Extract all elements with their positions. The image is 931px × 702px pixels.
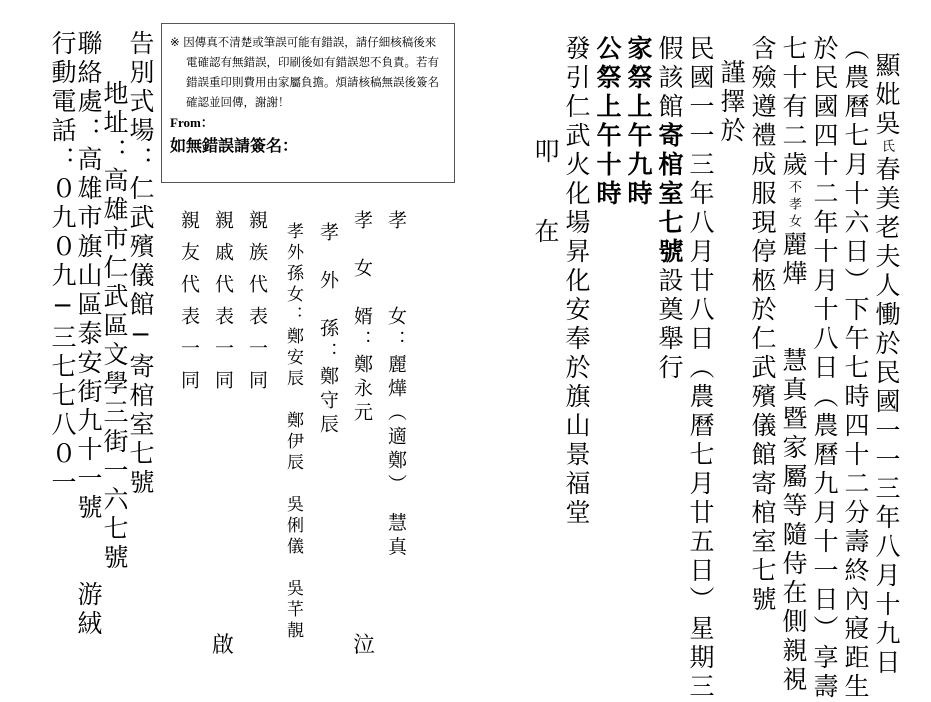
family-ceremony-time: 家祭上午九時 bbox=[624, 35, 653, 209]
obituary-surname-suffix: 氏 bbox=[879, 139, 894, 156]
family-relatives-rep: 親族代表一同 bbox=[246, 210, 268, 402]
qi2-char: 泣 bbox=[353, 633, 376, 658]
mobile-phone: 行動電話：０九０九─三七七八０一 bbox=[48, 30, 77, 498]
koukou-char: 叩 bbox=[531, 138, 560, 167]
family-granddaughter: 孝外孫女：鄭安辰 鄭伊辰 吳俐儀 吳芊靚 bbox=[283, 222, 303, 642]
family-kin-rep: 親戚代表一同 bbox=[212, 210, 234, 402]
zai-char: 在 bbox=[531, 218, 560, 247]
obituary-line-2: （農曆七月十六日）下午七時四十二分壽終內寢距生 bbox=[841, 35, 870, 702]
family-son-in-law: 孝 女 婿：鄭永元 bbox=[351, 210, 373, 426]
obituary-line-5: 含殮遵禮成服現停柩於仁武殯儀館寄棺室七號 bbox=[748, 35, 777, 615]
family-grandson: 孝 外 孫：鄭守辰 bbox=[317, 222, 339, 438]
proof-notice-box bbox=[161, 23, 455, 183]
obituary-line-3: 於民國四十二年十月十八日（農曆九月十一日）享壽 bbox=[810, 35, 839, 702]
cremation-line: 發引仁武火化場昇化安奉於旗山景福堂 bbox=[562, 35, 591, 528]
qi-char: 啟 bbox=[212, 633, 235, 658]
obituary-line-4: 七十有二歲不孝女麗燁 慧真暨家屬等隨侍在側親視 bbox=[779, 35, 808, 695]
ceremony-venue: 告別式場：仁武殯儀館─寄棺室七號 bbox=[126, 30, 155, 498]
family-daughter: 孝 女：麗燁（適鄭） 慧真 bbox=[385, 210, 407, 561]
contact-address: 聯絡處：高雄市旗山區泰安街九十一號 游絨 bbox=[74, 30, 103, 639]
venue-address: 地址：高雄市仁武區文學三街一六七號 bbox=[100, 80, 129, 573]
family-friends-rep: 親友代表一同 bbox=[178, 210, 200, 402]
obituary-line-1: 顯妣吳氏春美老夫人慟於民國一一三年八月十九日 bbox=[872, 52, 901, 678]
obituary-line-6: 謹擇於 bbox=[717, 59, 746, 146]
unfilial-daughter-label: 不孝女 bbox=[786, 180, 801, 231]
obituary-venue-line: 假該館寄棺室七號設奠舉行 bbox=[655, 35, 684, 383]
public-ceremony-time: 公祭上午十時 bbox=[593, 35, 622, 209]
from-label: From： bbox=[170, 115, 214, 130]
obituary-date-line: 民國一一三年八月廿八日（農曆七月廿五日）星期三 bbox=[686, 35, 715, 702]
signature-prompt: 如無錯誤請簽名： bbox=[170, 136, 299, 155]
proof-notice-text: ※ 因傳真不清楚或筆誤可能有錯誤，請仔細核稿後來電確認有無錯誤，印刷後如有錯誤恕不負責。若有錯誤重印則費用由家屬負擔。煩請核稿無誤後簽名確認並回傳，謝謝！ bbox=[170, 35, 439, 109]
